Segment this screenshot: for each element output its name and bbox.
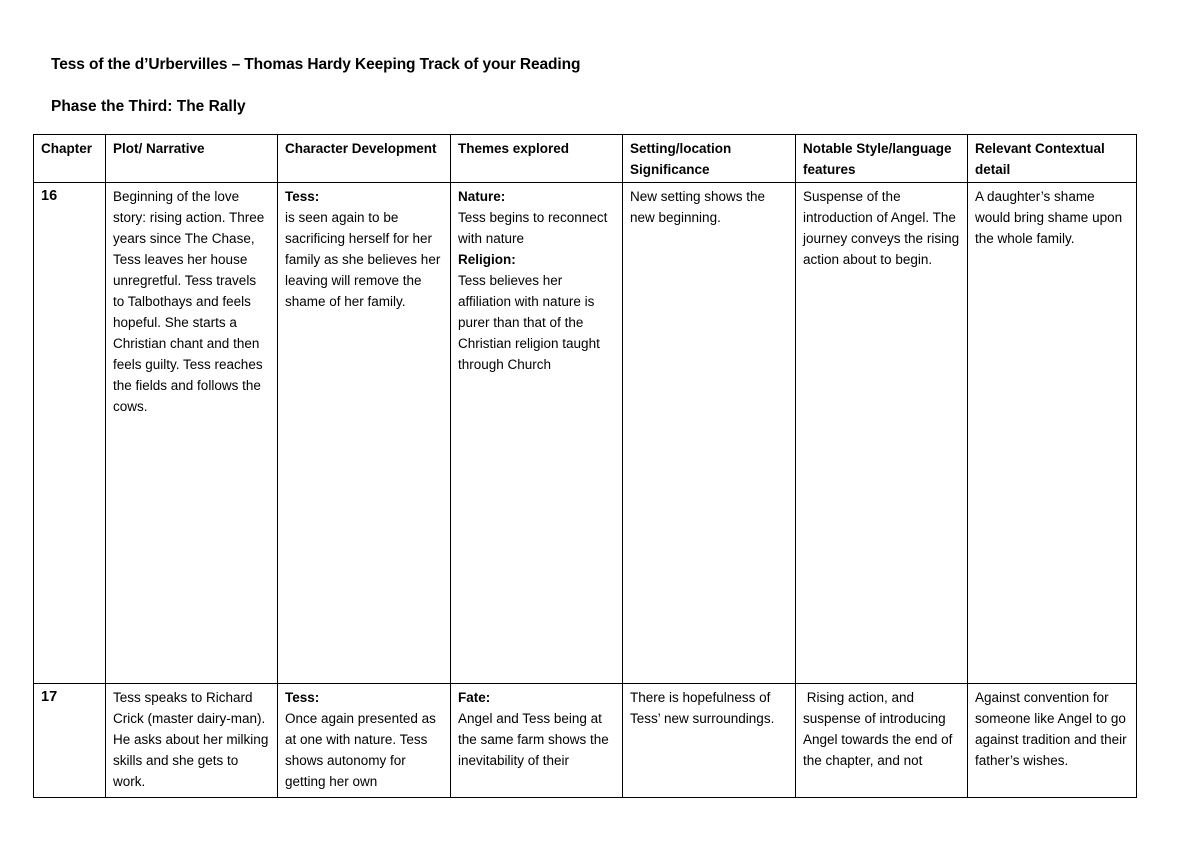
table-row	[34, 183, 1137, 684]
header-plot: Plot/ Narrative	[106, 135, 278, 183]
character-text: is seen again to be sacrificing herself for her family as she believes her leaving will remove the shame of her family.	[285, 210, 441, 309]
header-style: Notable Style/language features	[796, 135, 968, 183]
setting-cell: There is hopefulness of Tess’ new surroundings.	[623, 684, 796, 798]
theme-text: Angel and Tess being at the same farm shows the inevitability of their	[458, 711, 609, 768]
theme-label: Fate:	[458, 690, 491, 705]
table-row	[34, 684, 1137, 798]
header-setting: Setting/location Significance	[623, 135, 796, 183]
theme-label: Religion:	[458, 252, 516, 267]
reading-tracker-table	[33, 134, 1137, 798]
header-character: Character Development	[278, 135, 451, 183]
character-cell	[278, 183, 451, 684]
theme-label: Nature:	[458, 189, 506, 204]
document-title: Tess of the d’Urbervilles – Thomas Hardy Keeping Track of your Reading	[51, 56, 581, 73]
themes-cell	[451, 183, 623, 684]
header-context: Relevant Contextual detail	[968, 135, 1137, 183]
header-themes: Themes explored	[451, 135, 623, 183]
setting-cell: New setting shows the new beginning.	[623, 183, 796, 684]
style-cell: Suspense of the introduction of Angel. The journey conveys the rising action about to begin.	[796, 183, 968, 684]
character-cell	[278, 684, 451, 798]
plot-cell: Beginning of the love story: rising action. Three years since The Chase, Tess leaves her house unregretful. Tess travels to Talbothays and feels hopeful. She starts a Christian chant and then feels guilty. Tess reaches the fields and follows the cows.	[106, 183, 278, 684]
theme-text: Tess begins to reconnect with nature	[458, 210, 608, 246]
chapter-cell: 16	[34, 183, 106, 684]
character-text: Once again presented as at one with nature. Tess shows autonomy for getting her own	[285, 711, 436, 789]
header-chapter: Chapter	[34, 135, 106, 183]
character-label: Tess:	[285, 690, 320, 705]
phase-subtitle: Phase the Third: The Rally	[51, 98, 246, 115]
plot-cell: Tess speaks to Richard Crick (master dairy-man). He asks about her milking skills and she gets to work.	[106, 684, 278, 798]
themes-cell	[451, 684, 623, 798]
style-cell: Rising action, and suspense of introducing Angel towards the end of the chapter, and not	[796, 684, 968, 798]
character-label: Tess:	[285, 189, 320, 204]
theme-text: Tess believes her affiliation with nature is purer than that of the Christian religion taught through Church	[458, 273, 600, 372]
context-cell: A daughter’s shame would bring shame upon the whole family.	[968, 183, 1137, 684]
chapter-cell: 17	[34, 684, 106, 798]
context-cell: Against convention for someone like Angel to go against tradition and their father’s wishes.	[968, 684, 1137, 798]
header-row	[34, 135, 1137, 183]
